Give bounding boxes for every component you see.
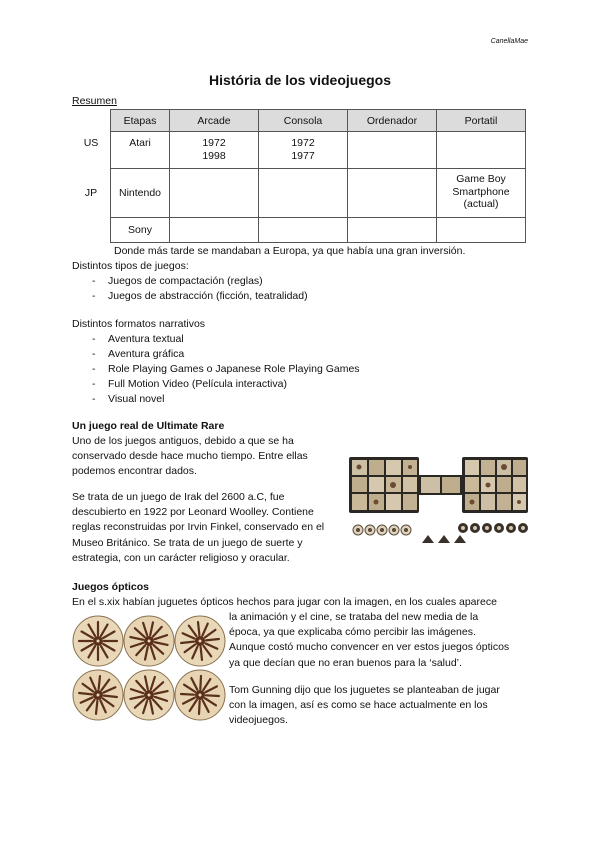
- header-portatil: Portatil: [437, 110, 526, 132]
- optical-disc: [175, 670, 225, 720]
- cell-sony-arcade: [170, 218, 259, 243]
- optical-disc: [175, 616, 225, 666]
- page-title: História de los videojuegos: [208, 72, 392, 88]
- cell-atari-arcade: [170, 132, 259, 169]
- cell-atari-portatil: [437, 132, 526, 169]
- text-line: ya que decían que no eran buenos para la ‘salud’.: [229, 656, 462, 669]
- summary-table: [72, 109, 526, 243]
- note-text: Donde más tarde se mandaban a Europa, ya que había una gran inversión.: [114, 245, 466, 257]
- game-types-section: [72, 259, 308, 304]
- cell-line: 1977: [291, 150, 315, 162]
- cell-sony-consola: [259, 218, 348, 243]
- table-row: [72, 169, 526, 218]
- text-line: Museo Británico. Se trata de un juego de suerte y: [72, 536, 303, 549]
- header-etapas: Etapas: [111, 110, 170, 132]
- optical-paragraph-2: [229, 683, 500, 729]
- cell-line: (actual): [463, 198, 499, 210]
- table-row: [72, 132, 526, 169]
- optical-disc: [124, 616, 174, 666]
- table-row: [72, 218, 526, 243]
- text-line: conservado desde hace mucho tiempo. Entre ellas: [72, 450, 308, 463]
- text-line: la animación y el cine, se trataba del new media de la: [229, 611, 479, 623]
- cell-sony-ordenador: [348, 218, 437, 243]
- ur-board-illustration: [348, 455, 530, 555]
- list-item: - Role Playing Games o Japanese Role Playing Games: [72, 362, 360, 377]
- ur-paragraph-1: [72, 434, 308, 480]
- narrative-formats-list: [72, 332, 360, 407]
- list-item: - Aventura textual: [72, 332, 360, 347]
- text-line: Se trata de un juego de Irak del 2600 a.C, fue: [72, 491, 285, 503]
- narrative-formats-section: [72, 317, 360, 407]
- game-types-title: Distintos tipos de juegos:: [72, 260, 189, 272]
- game-types-list: [72, 274, 308, 304]
- cell-atari-consola: [259, 132, 348, 169]
- summary-header-row: [72, 110, 526, 132]
- cell-nintendo-portatil: [437, 169, 526, 218]
- text-line: con la imagen, así es como se hace actualmente en los: [229, 699, 488, 712]
- text-line: videojuegos.: [229, 714, 288, 727]
- cell-nintendo-arcade: [170, 169, 259, 218]
- header-ordenador: Ordenador: [348, 110, 437, 132]
- text-line: Tom Gunning dijo que los juguetes se planteaban de jugar: [229, 684, 500, 696]
- narrative-formats-title: Distintos formatos narrativos: [72, 318, 206, 330]
- list-item: - Juegos de abstracción (ficción, teatralidad): [72, 289, 308, 304]
- list-item: - Aventura gráfica: [72, 347, 360, 362]
- cell-line: 1972: [202, 137, 226, 149]
- region-empty: [72, 218, 111, 243]
- stage-sony: Sony: [111, 218, 170, 243]
- list-item: - Full Motion Video (Película interactiva): [72, 377, 360, 392]
- list-item: - Juegos de compactación (reglas): [72, 274, 308, 289]
- text-line: estrategia, con un carácter religioso y oracular.: [72, 551, 290, 564]
- cell-line: Smartphone: [452, 185, 510, 198]
- ur-heading: Un juego real de Ultimate Rare: [72, 420, 225, 432]
- ur-paragraph-2: [72, 490, 324, 566]
- optical-discs-image: [72, 614, 226, 722]
- text-line: Aunque costó mucho convencer en ver estos juegos ópticos: [229, 641, 510, 654]
- cell-nintendo-consola: [259, 169, 348, 218]
- text-line: época, ya que explicaba cómo percibir las imágenes.: [229, 626, 476, 639]
- header-spacer: [72, 110, 111, 132]
- cell-sony-portatil: [437, 218, 526, 243]
- region-us: US: [83, 136, 99, 149]
- stage-atari: Atari: [111, 132, 170, 169]
- text-line: podemos encontrar dados.: [72, 465, 197, 478]
- region-jp: JP: [84, 187, 98, 199]
- list-item: - Visual novel: [72, 392, 360, 407]
- optical-disc: [73, 616, 123, 666]
- header-consola: Consola: [259, 110, 348, 132]
- optical-intro: En el s.xix habían juguetes ópticos hechos para jugar con la imagen, en los cuales aparece: [72, 596, 497, 608]
- cell-line: Game Boy: [456, 173, 506, 185]
- cell-nintendo-ordenador: [348, 169, 437, 218]
- cell-atari-ordenador: [348, 132, 437, 169]
- optical-heading: Juegos ópticos: [72, 581, 150, 593]
- text-line: reglas reconstruidas por Irvin Finkel, conservado en el: [72, 521, 325, 534]
- ur-board-image: [348, 455, 530, 555]
- optical-disc: [73, 670, 123, 720]
- text-line: Uno de los juegos antiguos, debido a que se ha: [72, 435, 294, 447]
- cell-line: 1998: [202, 150, 226, 162]
- author-header: CanellaMae: [490, 38, 528, 45]
- text-line: descubierto en 1922 por Leonard Woolley. Contiene: [72, 506, 314, 519]
- game-pieces: [353, 523, 528, 543]
- header-arcade: Arcade: [170, 110, 259, 132]
- stage-nintendo: Nintendo: [111, 169, 170, 218]
- summary-label: Resumen: [72, 95, 117, 107]
- cell-line: 1972: [291, 137, 315, 149]
- optical-paragraph-1: [229, 610, 509, 671]
- optical-discs-illustration: [72, 614, 226, 722]
- optical-disc: [124, 670, 174, 720]
